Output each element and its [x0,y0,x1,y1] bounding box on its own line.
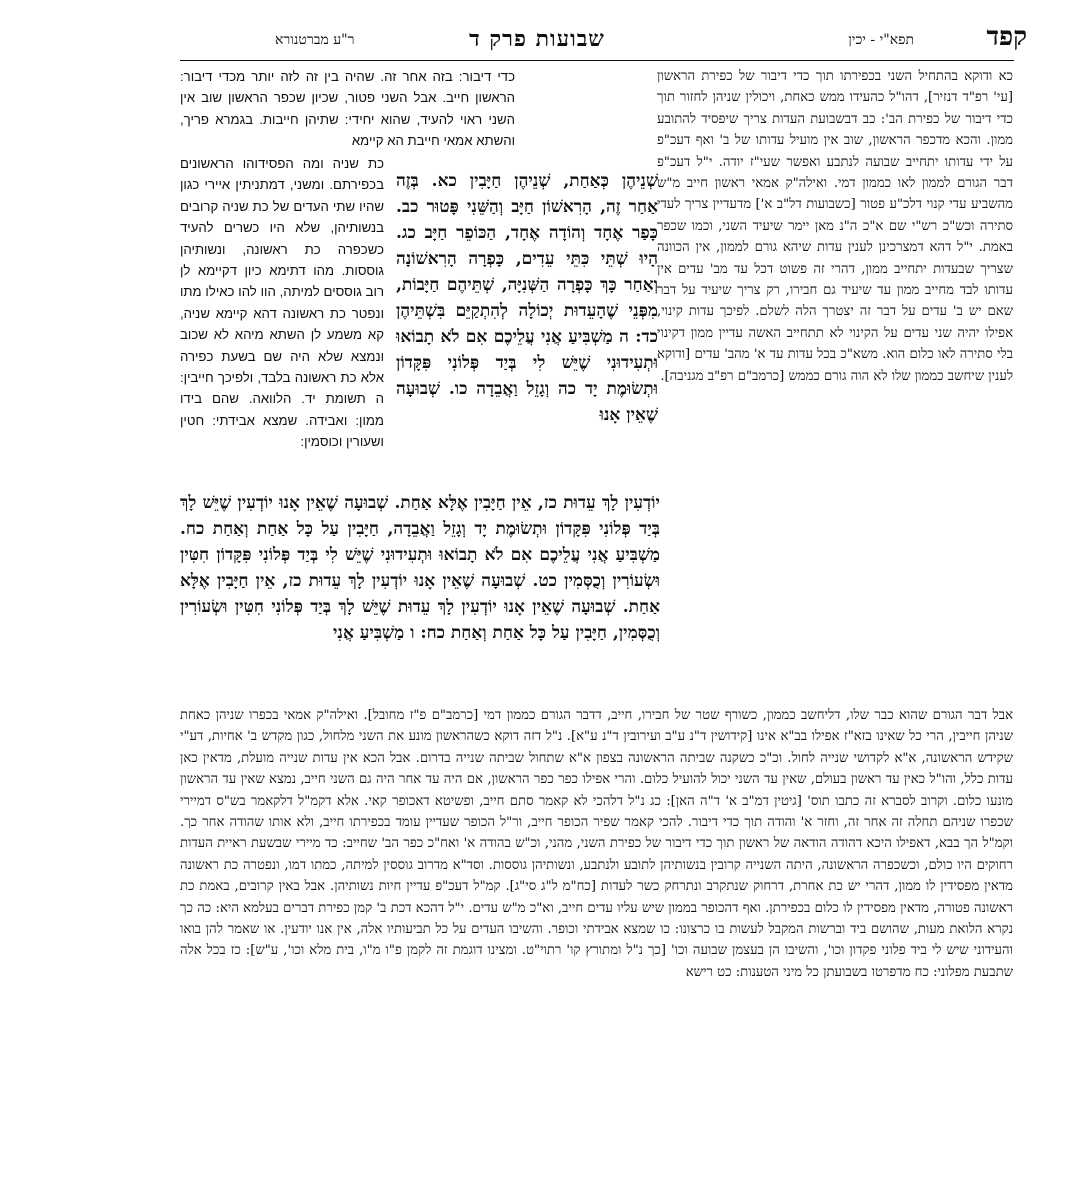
page-number: קפד [986,22,1027,52]
yachin-commentary: כא ודוקא בהתחיל השני בכפירתו תוך כדי דיבור של כפירת הראשון [עי' רפ"ד דנזיר], דהו"ל כהעידו ממש כאחת, ויכולין שניהן לחזור תוך כדי דיבור של כפירת הב': כב דבשבועת העדות צריך שיפסיד להתובע ממון. והכא מדכפר הראשון, שוב אין מועיל עדותו של ב' ואף דעכ"פ על ידי עדותו יתחייב שבועה לנתבע ואפשר שעי"ז יודה. י"ל דעכ"פ דבר הגורם לממון לאו כממון דמי. ואילה"ק אמאי ראשון חייב מ"ש מהשביע עדי קנוי דלכ"ע פטור [כשבועות דל"ב א'] מדעדיין צריך לעדי סתירה וכש"כ רש"י שם א"כ ה"נ מאן יימר שיעיד השני, וכמו שכפר באמת. י"ל דהא דמצרכינן לענין עדות שיהא גורם לממון, אין הכוונה שצריך שבעדות יתחייב ממון, דהרי זה פשוט דכל עד מב' עדים אין עדותו לבד מחייב ממון עד שיעיד גם חבירו, רק צריך שיעיד על דבר שאם יש ב' עדים על דבר זה יצטרך הלה לשלם. לפיכך עדות קינוי, אפילו יהיה שני עדים על הקינוי לא תתחייב האשה עדיין ממון דקינוי בלי סתירה לאו כלום הוא. משא"כ בכל עדות עד א' מהב' עדים [ודוקא לענין שיחשב כממון שלו לא הוה גורם כממש [כרמב"ם רפ"ב מגניבה]. [657,69,1013,384]
bartenura-commentary-continued: כת שניה ומה הפסידוהו הראשונים בכפירתם. ומשני, דמתניתין איירי כגון שהיו שתי העדים של כת שניה קרובים בנשותיהן, שלא היו כשרים להעיד כשכפרה כת ראשונה, ונשותיהן גוססות. מהו דתימא כיון דקיימא לן רוב גוססים למיתה, הוו להו כאילו מתו ונפטר כת ראשונה דהא קיימא שניה, קא משמע לן השתא מיהא לא שכוב ונמצא שלא היה שם בשעת כפירה אלא כת ראשונה בלבד, ולפיכך חייבין: ה תשומת יד. הלוואה. שהם בידו ממון: ואבידה. שמצא אבידתי: חטין ושעורין וכוסמין: [180,156,384,450]
mishnah-text-continued: יוֹדְעִין לָךְ עֵדוּת כז, אֵין חַיָּבִין אֶלָּא אַחַת. שְׁבוּעָה שֶׁאֵין אָנוּ יוֹדְעִין שֶׁיֵּשׁ לָךְ בְּיַד פְּלוֹנִי פִּקָּדוֹן וּתְשׂוּמֶת יָד וְגָזֵל וַאֲבֵדָה, חַיָּבִין עַל כָּל אַחַת וְאַחַת כח. מַשְׁבִּיעַ אֲנִי עֲלֵיכֶם אִם לֹא תָבוֹאוּ וּתְעִידוּנִי שֶׁיֵּשׁ לִי בְּיַד פְּלוֹנִי פִּקָּדוֹן חִטִּין וּשְׂעוֹרִין וְכֻסְּמִין כט. שְׁבוּעָה שֶׁאֵין אָנוּ יוֹדְעִין לָךְ עֵדוּת כז, אֵין חַיָּבִין אֶלָּא אַחַת. שְׁבוּעָה שֶׁאֵין אָנוּ יוֹדְעִין לָךְ עֵדוּת שֶׁיֵּשׁ לָךְ בְּיַד פְּלוֹנִי חִטִּין וּשְׂעוֹרִין וְכֻסְּמִין, חַיָּבִין עַל כָּל אַחַת וְאַחַת כח: ו מַשְׁבִּיעַ אֲנִי [180,493,660,643]
bartenura-commentary: כדי דיבור: בזה אחר זה. שהיה בין זה לזה יותר מכדי דיבור: הראשון חייב. אבל השני פטור, שכיון שכפר הראשון שוב אין השני ראוי להעיד, שהוא יחידי: שתיהן חייבות. בגמרא פריך, והשתא אמאי חייבת הא קיימא [180,69,515,149]
bartenura-label: ר"ע מברטנורא [275,32,355,48]
mishnah-text: שְׁנֵיהֶן כְּאַחַת, שְׁנֵיהֶן חַיָּבִין כא. בְּזֶה אַחַר זֶה, הָרִאשׁוֹן חַיָּב וְהַשֵּׁנִי פָּטוּר כב. כָּפַר אֶחָד וְהוֹדָה אֶחָד, הַכּוֹפֵר חַיָּב כג. הָיוּ שְׁתֵּי כִּתֵּי עֵדִים, כָּפְרָה הָרִאשׁוֹנָה וְאַחַר כָּךְ כָּפְרָה הַשְּׁנִיָּה, שְׁתֵּיהֶם חַיָּבוֹת, מִפְּנֵי שֶׁהָעֵדוּת יְכוֹלָה לְהִתְקַיֵּם בִּשְׁתֵּיהֶן כד: ה מַשְׁבִּיעַ אֲנִי עֲלֵיכֶם אִם לֹא תָבוֹאוּ וּתְעִידוּנִי שֶׁיֵּשׁ לִי בְּיַד פְּלוֹנִי פִּקָּדוֹן וּתְשׂוּמֶת יָד כה וְגָזֵל וַאֲבֵדָה כו. שְׁבוּעָה שֶׁאֵין אָנוּ [396,171,658,425]
page-header [275,22,1027,52]
header-rule [180,60,1014,61]
yachin-commentary-bottom: אבל דבר הגורם שהוא כבר שלו, דליחשב כממון, כשורף שטר של חבירו, חייב, דדבר הגורם כממון דמי [כרמב"ם פ"ז מחובל]. ואילה"ק אמאי בכפרו שניהן כאחת שניהן חייבין, הרי כל שאינו בזא"ז אפילו בב"א אינו [קידושין ד"נ ע"ב ועירובין ד"נ ע"א]. נ"ל דזה דוקא כשהראשון מונע את השני מלחול, כגון מקדש ב' אחיות, דע"י שקידש הראשונה, א"א לקדושי שנייה לחול. וכ"כ כשקנה שביתה הראשונה בצפון א"א שתחול שביתה שנייה בדרום. אבל הכא אין עדות שנייה מועלת, מדאין כאן עדות כלל, והו"ל כאין עד ראשון בעולם, שאין עד השני יכול להועיל כלום. והרי אפילו כפר כפר הראשון, אם היה עד אחר היה גם השני חייב, נמצא שאין עד הראשון מונעו כלום. וקרוב לסברא זה כתבו תוס' [גיטין דמ"ב א' ד"ה האן]: כג נ"ל דלהכי לא קאמר סתם חייב, ופשיטא דאכופר קאי. אלא דקמ"ל דלקאמר בש"ס דמיירי שכפרו שניהם תחלה זה אחר זה, וחזר א' והודה תוך כדי דיבור. להכי קאמר שפיר הכופר חייב, ור"ל הכופר שעדיין עומד בכפירתו חייב, ולא אותו שהודה אחר כך. וקמ"ל הך בבא, דאפילו היכא דהודה הודאה של ראשון תוך כדי דיבור של כפירת השני, מהני, וכ"ש בהודה א' ואח"כ כפר הב' שחייב: כד מיירי שבשעת ראיית העדות רחוקים היו כולם, וכשכפרה הראשונה, היתה השנייה קרובין בנשותיהן לתובע ולנתבע, ונשותיהן גוססות. וסד"א מדרוב גוססין למיתה, כמתו דמו, ונפטרה כת ראשונה מדאין מפסידין לו ממון, דהרי יש כת אחרת, דרחוק שנתקרב ונתרחק כשר לעדות [כח"מ ל"ג סי"ג]. קמ"ל דעכ"פ עדיין חיות נשותיהן. אבל באין קרובים, באמת כת ראשונה פטורה, מדאין מפסידין לו כלום בכפירתן. ואף דהכופר בממון שיש עליו עדים חייב, וא"כ מ"ש עדים. י"ל דהכא דכת ב' קמן כפירת דברים בעלמא היא: כה כך נקרא הלואת מעות, שהושם ביד וברשות המקבל לעשות בו כרצונו: כו שמצא אבידתי וכופר. והשיבו העדים על כל תביעותיו אלה, אין אנו יודעין. או שאמר להן בואו והעידוני שיש לי ביד פלוני פקדון וכו', והשיבו הן בעצמן שבועה וכו' [כך נ"ל ומתורץ קו' רתוי"ט. ומצינו דוגמת זה לקמן פ"ו מ"ו, בית מלא וכו', ע"ש]: כז בכל אלה שתבעת מפלוני: כח מדפרטו בשבועתן כל מיני הטענות: כט רישא [180,708,1013,980]
page-title: שבועות פרק ד [469,26,605,52]
yachin-label: תפא"י - יכין [848,32,914,48]
